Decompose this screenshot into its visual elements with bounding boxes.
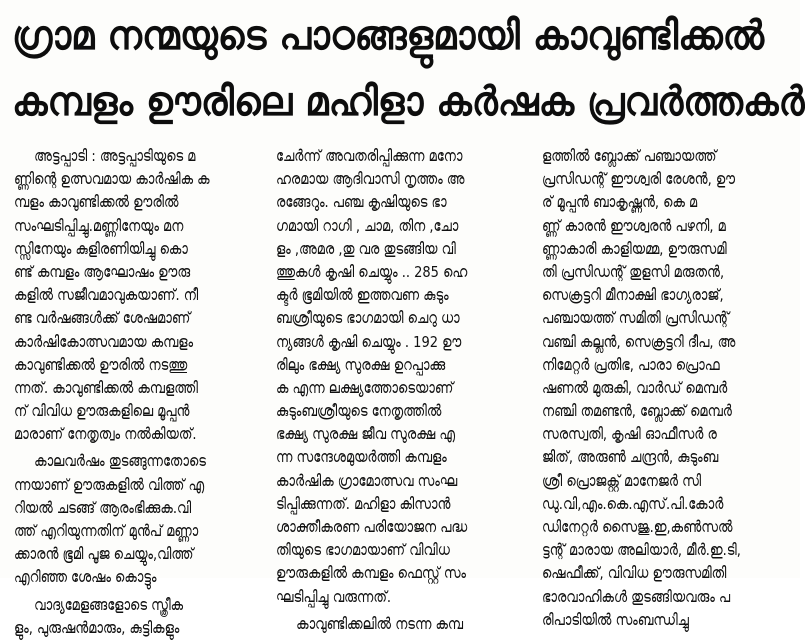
article-line: ര് മൂപ്പൻ ബാകൃഷ്ണൻ, കെ മ	[542, 193, 698, 212]
article-line: രിലും ഭക്ഷ്യ സുരക്ഷ ഉറപ്പാക്കു	[276, 355, 446, 374]
article-line: ഘടിപ്പിച്ചു വരുന്നത്.	[276, 587, 392, 606]
article-line: കാർഷിക ഗ്രാമോത്സവ സംഘ	[276, 471, 458, 490]
article-line: വഞ്ചി കല്ലൻ, സെക്രട്ടറി ദീപ, അ	[542, 332, 736, 351]
article-line: കാലവർഷം തുടങ്ങുന്നതോടെ	[34, 452, 206, 471]
article-line: കുടുംബശ്രീയുടെ നേതൃത്തിൽ	[276, 402, 442, 421]
article-line: സ്സിനേയും കുളിരണിയിച്ചു കൊ	[14, 239, 188, 258]
article-line: സംഘടിപ്പിച്ചു.മണ്ണിനേയും മന	[14, 216, 184, 235]
article-paragraph	[276, 145, 528, 609]
article-line: പഞ്ചായത്ത് സമിതി പ്രസിഡന്റ്	[542, 309, 730, 328]
article-line: ണ്ട വർഷങ്ങൾക്ക് ശേഷമാണ്	[14, 309, 191, 328]
article-line: ഷണൽ മുരുകി, വാർഡ് മെമ്പർ	[542, 378, 728, 397]
article-line: സരസ്വതി, കൃഷി ഓഫീസർ ര	[542, 425, 717, 444]
article-line: ക്ടർ ഭൂമിയിൽ ഇത്തവണ കുടും	[276, 286, 449, 305]
article-line: പ്രസിഡന്റ് ഈശ്വരി രേശൻ, ഊ	[542, 170, 736, 189]
article-line: ചേർന്ന് അവതരിപ്പിക്കുന്ന മനോ	[276, 147, 463, 165]
article-line: ണ്ണാകാരി കാളിയമ്മ, ഊരുസമി	[542, 239, 727, 258]
article-line: ന്നയാണ് ഊരുകളിൽ വിത്ത് എ	[14, 475, 205, 494]
article-line: രിപാടിയിൽ സംബന്ധിച്ചു	[542, 610, 689, 629]
article-line: ത്ത് എറിയുന്നതിന് മുൻപ് മണ്ണാ	[14, 522, 199, 540]
article-line: ത്തുകൾ കൃഷി ചെയ്യും .. 285 ഹെ	[276, 262, 468, 281]
article-body	[14, 145, 792, 637]
article-line: ണ്ണ് കാരൻ ഈശ്വരൻ പഴനി, മ	[542, 216, 726, 235]
article-line: ഭാരവാഹികൾ തുടങ്ങിയവരും പ	[542, 587, 731, 606]
article-line: മ്പളം കാവുണ്ടിക്കൽ ഊരിൽ	[14, 193, 179, 212]
article-paragraph	[14, 450, 266, 589]
article-paragraph	[276, 613, 528, 636]
article-line: ജിത്, അരുൺ ചന്ദ്രൻ, കുടുംബ	[542, 448, 719, 467]
article-line: കാവുണ്ടിക്കൽ ഊരിൽ നടത്തു	[14, 355, 188, 374]
article-line: ന് വിവിധ ഊരുകളിലെ മൂപ്പൻ	[14, 402, 190, 421]
article-line: ഷെഫീക്ക്, വിവിധ ഊരുസമിതി	[542, 564, 727, 583]
article-line: ഡു.വി,എം.കെ.എസ്.പി.കോർ	[542, 494, 724, 513]
article-line: ണ്ട് കമ്പളം ആഘോഷം ഊരു	[14, 262, 191, 281]
article-line: തിയുടെ ഭാഗമായാണ് വിവിധ	[276, 541, 450, 560]
article-column-1	[14, 145, 266, 637]
article-line: രങ്ങേറും. പഞ്ച കൃഷിയുടെ ഭാ	[276, 193, 447, 212]
article-line: ഊരുകളിൽ കമ്പളം ഫെസ്റ്റ് സം	[276, 564, 466, 583]
article-line: ന്നത്. കാവുണ്ടിക്കൽ കമ്പളത്തി	[14, 378, 198, 397]
article-line: ളും, പുരുഷൻമാരും, കുട്ടികളും	[14, 618, 180, 637]
article-line: ന്ന സന്ദേശമുയർത്തി കമ്പളം	[276, 448, 447, 467]
article-column-3	[542, 145, 794, 629]
article-line: എറിഞ്ഞ ശേഷം കൊട്ടും	[14, 568, 157, 587]
article-paragraph	[542, 145, 794, 632]
article-line: സെക്രട്ടറി മീനാക്ഷി ഭാഗ്യരാജ്,	[542, 286, 724, 305]
headline-line-2: കമ്പളം ഊരിലെ മഹിളാ കർഷക പ്രവർത്തകർ	[12, 79, 805, 125]
article-line: കളിൽ സജീവമാവുകയാണ്. നീ	[14, 286, 199, 305]
article-line: ഗമായി റാഗി , ചാമ, തിന ,ചോ	[276, 216, 459, 235]
article-line: വാദ്യമേളങ്ങളോടെ സ്ത്രീക	[34, 595, 184, 614]
article-line: ക എന്ന ലക്ഷ്യത്തോടെയാണ്	[276, 378, 454, 397]
article-line: ളത്തിൽ ബ്ലോക്ക് പഞ്ചായത്ത്	[542, 147, 717, 165]
article-line: ടിപ്പിക്കുന്നത്. മഹിളാ കിസാൻ	[276, 494, 451, 513]
article-line: മാരാണ് നേതൃത്വം നൽകിയത്.	[14, 425, 197, 444]
article-line: ഹരമായ ആദിവാസി നൃത്തം അ	[276, 170, 465, 189]
article-line: ശ്രീ പ്രൊജക്റ്റ് മാനേജർ സി	[542, 471, 702, 490]
article-line: ഡിനേറ്റർ സൈജു.ഇ,കൺസൽ	[542, 518, 733, 536]
article-line: ശാക്തീകരണ പരിയോജന പദ്ധ	[276, 518, 468, 536]
article-line: ന്യങ്ങൾ കൃഷി ചെയ്യും . 192 ഊ	[276, 332, 462, 351]
article-line: ളം ,അമര ,തു വര തുടങ്ങിയ വി	[276, 239, 456, 258]
article-line: റിയൽ ചടങ്ങ് ആരംഭിക്കുക.വി	[14, 498, 192, 517]
article-line: നഞ്ചി തമണ്ടൻ, ബ്ലോക്ക് മെമ്പർ	[542, 402, 732, 421]
article-line: അട്ടപ്പാടി : അട്ടപ്പാടിയുടെ മ	[34, 147, 196, 165]
article-line: ട്ടന്റ് മാരായ അലിയാർ, മീർ.ഇ.ടി,	[542, 541, 741, 560]
headline-line-1: ഗ്രാമ നന്മയുടെ പാഠങ്ങളുമായി കാവുണ്ടിക്കൽ	[12, 13, 765, 59]
article-paragraph	[14, 594, 266, 640]
article-line: ഭക്ഷ്യ സുരക്ഷ ജീവ സുരക്ഷ എ	[276, 425, 456, 444]
article-paragraph	[14, 145, 266, 446]
article-line: തി പ്രസിഡന്റ് തുളസി മരുതൻ,	[542, 262, 725, 281]
article-line: കാവുണ്ടിക്കലിൽ നടന്ന കമ്പ	[296, 614, 464, 633]
article-line: ബശ്രീയുടെ ഭാഗമായി ചെറു ധാ	[276, 309, 460, 328]
article-line: ക്കാരൻ ഭൂമി പൂജ ചെയ്യും,വിത്ത്	[14, 545, 194, 564]
article-line: ണ്ണിന്റെ ഉത്സവമായ കാർഷിക ക	[14, 170, 210, 189]
article-column-2	[276, 145, 528, 633]
article-line: നിമേറ്റർ പ്രതിഭ, പാരാ പ്രൊഫ	[542, 355, 720, 374]
article-line: കാർഷികോത്സവമായ കമ്പളം	[14, 332, 194, 351]
